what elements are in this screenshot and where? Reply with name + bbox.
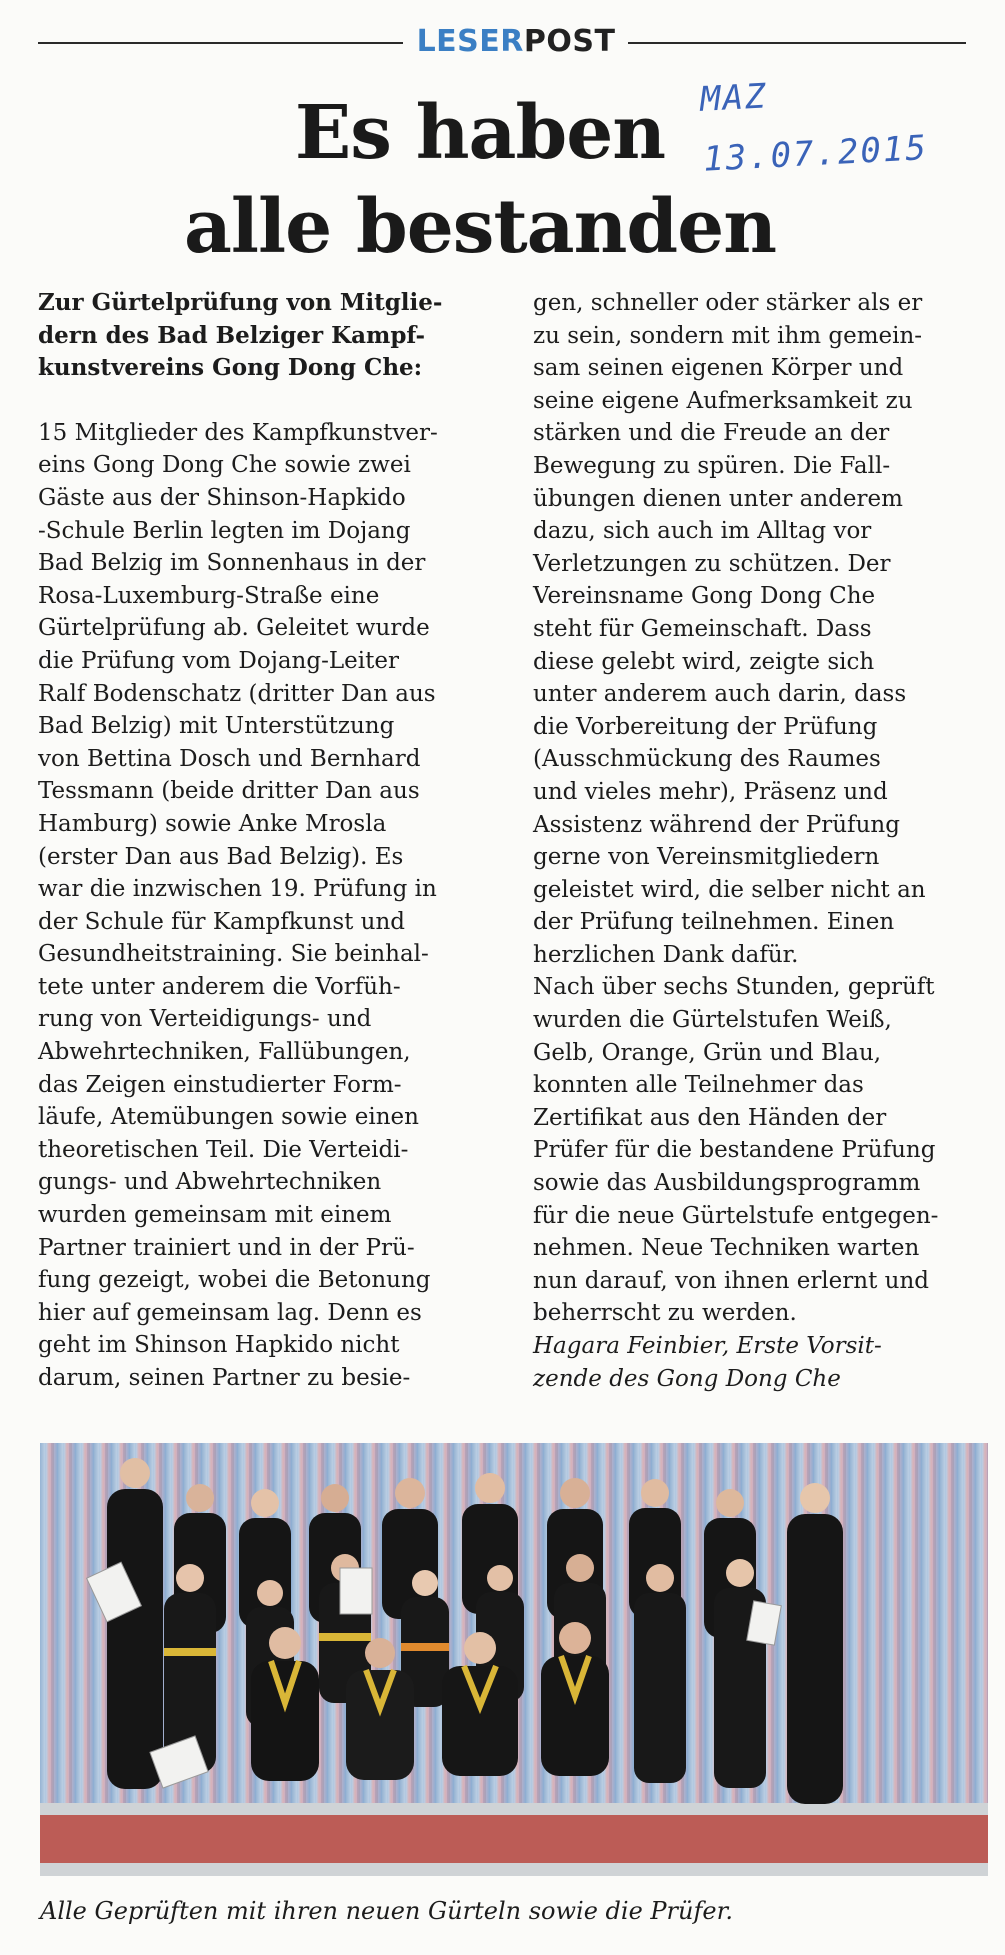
section-header <box>38 26 966 58</box>
header-rule-left <box>38 42 403 44</box>
photo-caption: Alle Geprüften mit ihren neuen Gürteln sowie die Prüfer. <box>40 1897 734 1925</box>
headline: Es haben alle bestanden <box>183 90 777 270</box>
group-photo <box>40 1443 988 1876</box>
kicker-part-leser: LESER <box>416 24 524 59</box>
article-lead: Zur Gürtelprüfung von Mitglie- dern des Bad Belziger Kampf- kunstvereins Gong Dong Che: <box>38 289 443 382</box>
header-rule-right <box>628 42 966 44</box>
author-signature: Hagara Feinbier, Erste Vorsit- zende des Gong Dong Che <box>533 1333 882 1392</box>
handwritten-date-note: MAZ 13.07.2015 <box>699 76 929 180</box>
article-body-right: gen, schneller oder stärker als er zu sein, sondern mit ihm gemein- sam seinen eigenen Körper und seine eigene Aufmerksamkeit zu stärken und die Freude an der Bewegung zu spüren. Die Fall- übungen dienen unter anderem dazu, sich auch im Alltag vor Verletzungen zu schützen. Der Vereinsname Gong Dong Che steht für Gemeinschaft. Dass diese gelebt wird, zeigte sich unter anderem auch darin, dass die Vorbereitung der Prüfung (Ausschmückung des Raumes und vieles mehr), Präsenz und Assistenz während der Prüfung gerne von Vereinsmitgliedern geleistet wird, die selber nicht an der Prüfung teilnehmen. Einen herzlichen Dank dafür. Nach über sechs Stunden, geprüft wurden die Gürtelstufen Weiß, Gelb, Orange, Grün und Blau, konnten alle Teilnehmer das Zertifikat aus den Händen der Prüfer für die bestandene Prüfung sowie das Ausbildungsprogramm für die neue Gürtelstufe entgegen- nehmen. Neue Techniken warten nun darauf, von ihnen erlernt und beherrscht zu werden. <box>533 290 939 1327</box>
article-column-left <box>38 287 493 1395</box>
article-column-right <box>533 287 988 1395</box>
article-body-left: 15 Mitglieder des Kampfkunstver- eins Gong Dong Che sowie zwei Gäste aus der Shinson-Hapkido -Schule Berlin legten im Dojang Bad Belzig im Sonnenhaus in der Rosa-Luxemburg-Straße eine Gürtelprüfung ab. Geleitet wurde die Prüfung vom Dojang-Leiter Ralf Bodenschatz (dritter Dan aus Bad Belzig) mit Unterstützung von Bettina Dosch und Bernhard Tessmann (beide dritter Dan aus Hamburg) sowie Anke Mrosla (erster Dan aus Bad Belzig). Es war die inzwischen 19. Prüfung in der Schule für Kampfkunst und Gesundheitstraining. Sie beinhal- tete unter anderem die Vorfüh- rung von Verteidigungs- und Abwehrtechniken, Fallübungen, das Zeigen einstudierter Form- läufe, Atemübungen sowie einen theoretischen Teil. Die Verteidi- gungs- und Abwehrtechniken wurden gemeinsam mit einem Partner trainiert und in der Prü- fung gezeigt, wobei die Betonung hier auf gemeinsam lag. Denn es geht im Shinson Hapkido nicht darum, seinen Partner zu besie- <box>38 419 438 1391</box>
group-photo-illustration <box>40 1443 988 1876</box>
kicker-part-post: POST <box>523 24 616 59</box>
section-kicker <box>410 26 622 58</box>
floor-mat <box>40 1815 988 1863</box>
